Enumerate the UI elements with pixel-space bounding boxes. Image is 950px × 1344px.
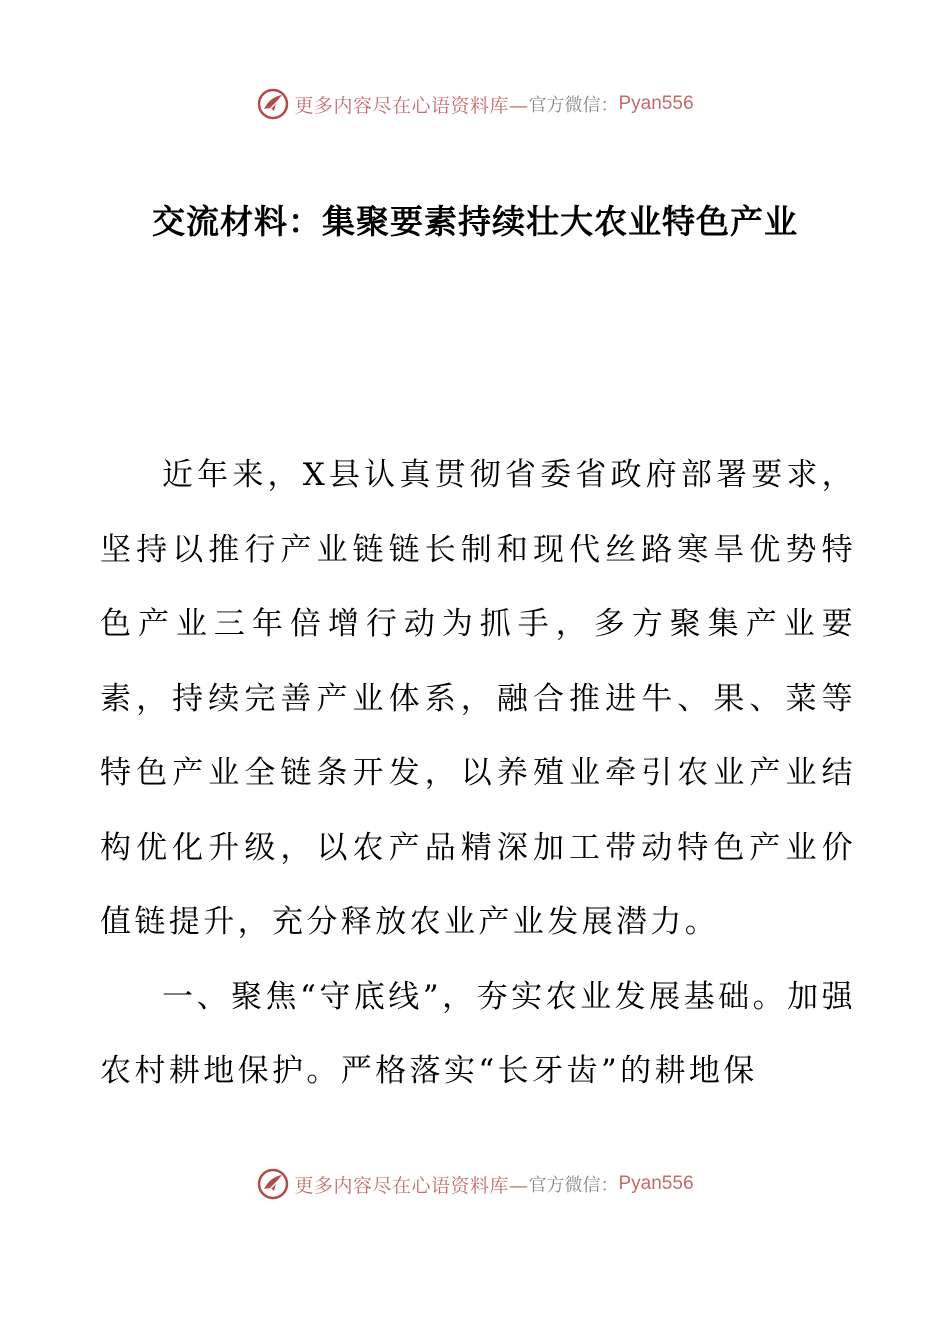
- header-banner: [0, 82, 950, 126]
- footer-banner: [0, 1162, 950, 1206]
- brand-logo-icon: [256, 87, 290, 121]
- paragraph-intro: 近年来，X县认真贯彻省委省政府部署要求，坚持以推行产业链链长制和现代丝路寒旱优势特色产业三年倍增行动为抓手，多方聚集产业要素，持续完善产业体系，融合推进牛、果、菜等特色产业全链条开发，以养殖业牵引农业产业结构优化升级，以农产品精深加工带动特色产业价值链提升，充分释放农业产业发展潜力。: [100, 457, 856, 940]
- footer-wechat-label: 官方微信：: [528, 1175, 619, 1196]
- footer-banner-text: 更多内容尽在心语资料库—: [294, 1174, 529, 1197]
- header-wechat-label: 官方微信：: [528, 95, 619, 116]
- document-title: 交流材料：集聚要素持续壮大农业特色产业: [152, 202, 798, 241]
- paragraph-section-one: 一、聚焦“守底线”，夯实农业发展基础。加强农村耕地保护。严格落实“长牙齿”的耕地保: [100, 978, 856, 1089]
- header-banner-text: 更多内容尽在心语资料库—: [294, 94, 529, 117]
- footer-wechat-id: Pyan556: [618, 1173, 694, 1194]
- document-body: [100, 438, 856, 1109]
- header-wechat-id: Pyan556: [618, 93, 694, 114]
- brand-logo-icon: [256, 1167, 290, 1201]
